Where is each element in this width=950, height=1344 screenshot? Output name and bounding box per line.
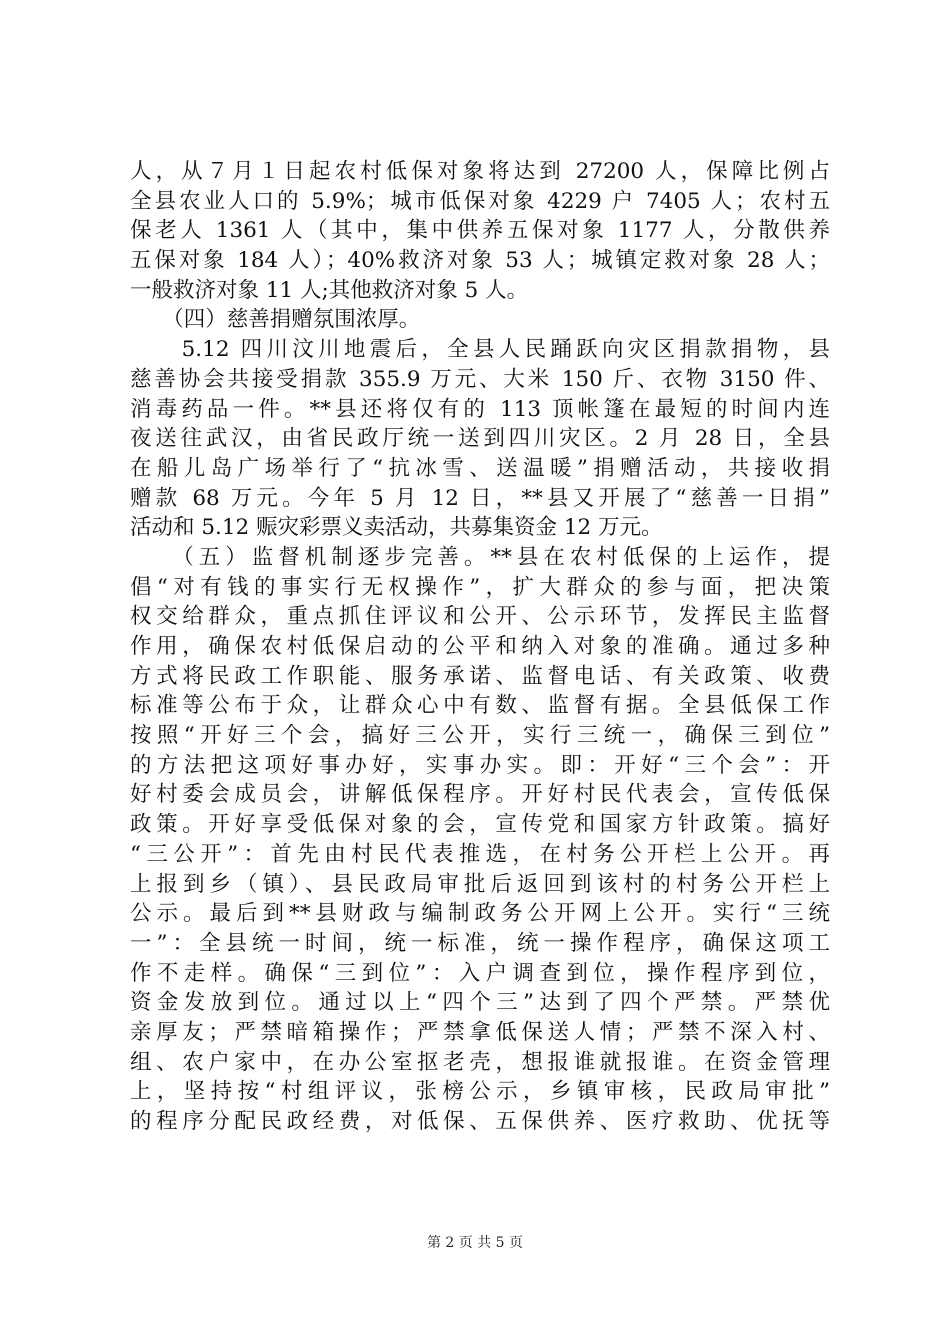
text-line: 活动和 5.12 赈灾彩票义卖活动，共募集资金 12 万元。 [130,515,663,541]
text-line: 的程序分配民政经费，对低保、五保供养、医疗救助、优抚等 [130,1109,830,1134]
section-heading: （四）慈善捐赠氛围浓厚。 [130,307,421,333]
text-line: 标准等公布于众，让群众心中有数、监督有据。全县低保工作 [130,693,830,719]
text-line: 上报到乡（镇）、县民政局审批后返回到该村的村务公开栏上 [130,871,830,897]
text-line: “三公开”：首先由村民代表推选，在村务公开栏上公开。再 [130,841,830,867]
text-line: 按照“开好三个会，搞好三公开，实行三统一，确保三到位” [130,723,830,749]
text-line: 作用，确保农村低保启动的公平和纳入对象的准确。通过多种 [130,634,830,659]
text-line: 权交给群众，重点抓住评议和公开、公示环节，发挥民主监督 [130,604,830,630]
text-line: 资金发放到位。通过以上“四个三”达到了四个严禁。严禁优 [130,990,830,1016]
text-line: 组、农户家中，在办公室抠老壳，想报谁就报谁。在资金管理 [130,1049,830,1075]
text-line: 慈善协会共接受捐款 355.9 万元、大米 150 斤、衣物 3150 件、 [130,366,830,392]
text-line: 5.12 四川汶川地震后，全县人民踊跃向灾区捐款捐物，县 [130,337,830,363]
text-line: 倡“对有钱的事实行无权操作”，扩大群众的参与面，把决策 [130,574,830,600]
text-line: 方式将民政工作职能、服务承诺、监督电话、有关政策、收费 [130,663,830,689]
text-line: 消毒药品一件。**县还将仅有的 113 顶帐篷在最短的时间内连 [130,396,830,422]
text-line: 在船儿岛广场举行了“抗冰雪、送温暖”捐赠活动，共接收捐 [130,455,830,481]
page-number-footer: 第 2 页 共 5 页 [426,1235,524,1251]
text-line: 赠款 68 万元。今年 5 月 12 日，**县又开展了“慈善一日捐” [130,485,830,511]
text-line: 上，坚持按“村组评议，张榜公示，乡镇审核，民政局审批” [130,1079,830,1105]
text-line: 公示。最后到**县财政与编制政务公开网上公开。实行“三统 [130,901,830,927]
text-line: （五）监督机制逐步完善。**县在农村低保的上运作，提 [130,544,830,570]
document-body [130,157,830,1137]
text-line: 好村委会成员会，讲解低保程序。开好村民代表会，宣传低保 [130,782,830,808]
text-line: 政策。开好享受低保对象的会，宣传党和国家方针政策。搞好 [130,812,830,838]
text-line: 保老人 1361 人（其中，集中供养五保对象 1177 人，分散供养 [130,218,830,244]
text-line: 作不走样。确保“三到位”：入户调查到位，操作程序到位， [130,960,830,986]
text-line: 的方法把这项好事办好，实事办实。即：开好“三个会”：开 [130,752,830,778]
text-line: 全县农业人口的 5.9%；城市低保对象 4229 户 7405 人；农村五 [130,188,830,214]
text-line: 一般救济对象 11 人;其他救济对象 5 人。 [130,277,529,303]
text-line: 夜送往武汉，由省民政厅统一送到四川灾区。2 月 28 日，全县 [130,426,830,452]
text-line: 一”：全县统一时间，统一标准，统一操作程序，确保这项工 [130,930,830,956]
text-line: 五保对象 184 人）；40%救济对象 53 人；城镇定救对象 28 人； [130,248,830,274]
text-line: 亲厚友；严禁暗箱操作；严禁拿低保送人情；严禁不深入村、 [130,1019,830,1045]
text-line: 人，从７月１日起农村低保对象将达到 27200 人，保障比例占 [130,159,830,184]
